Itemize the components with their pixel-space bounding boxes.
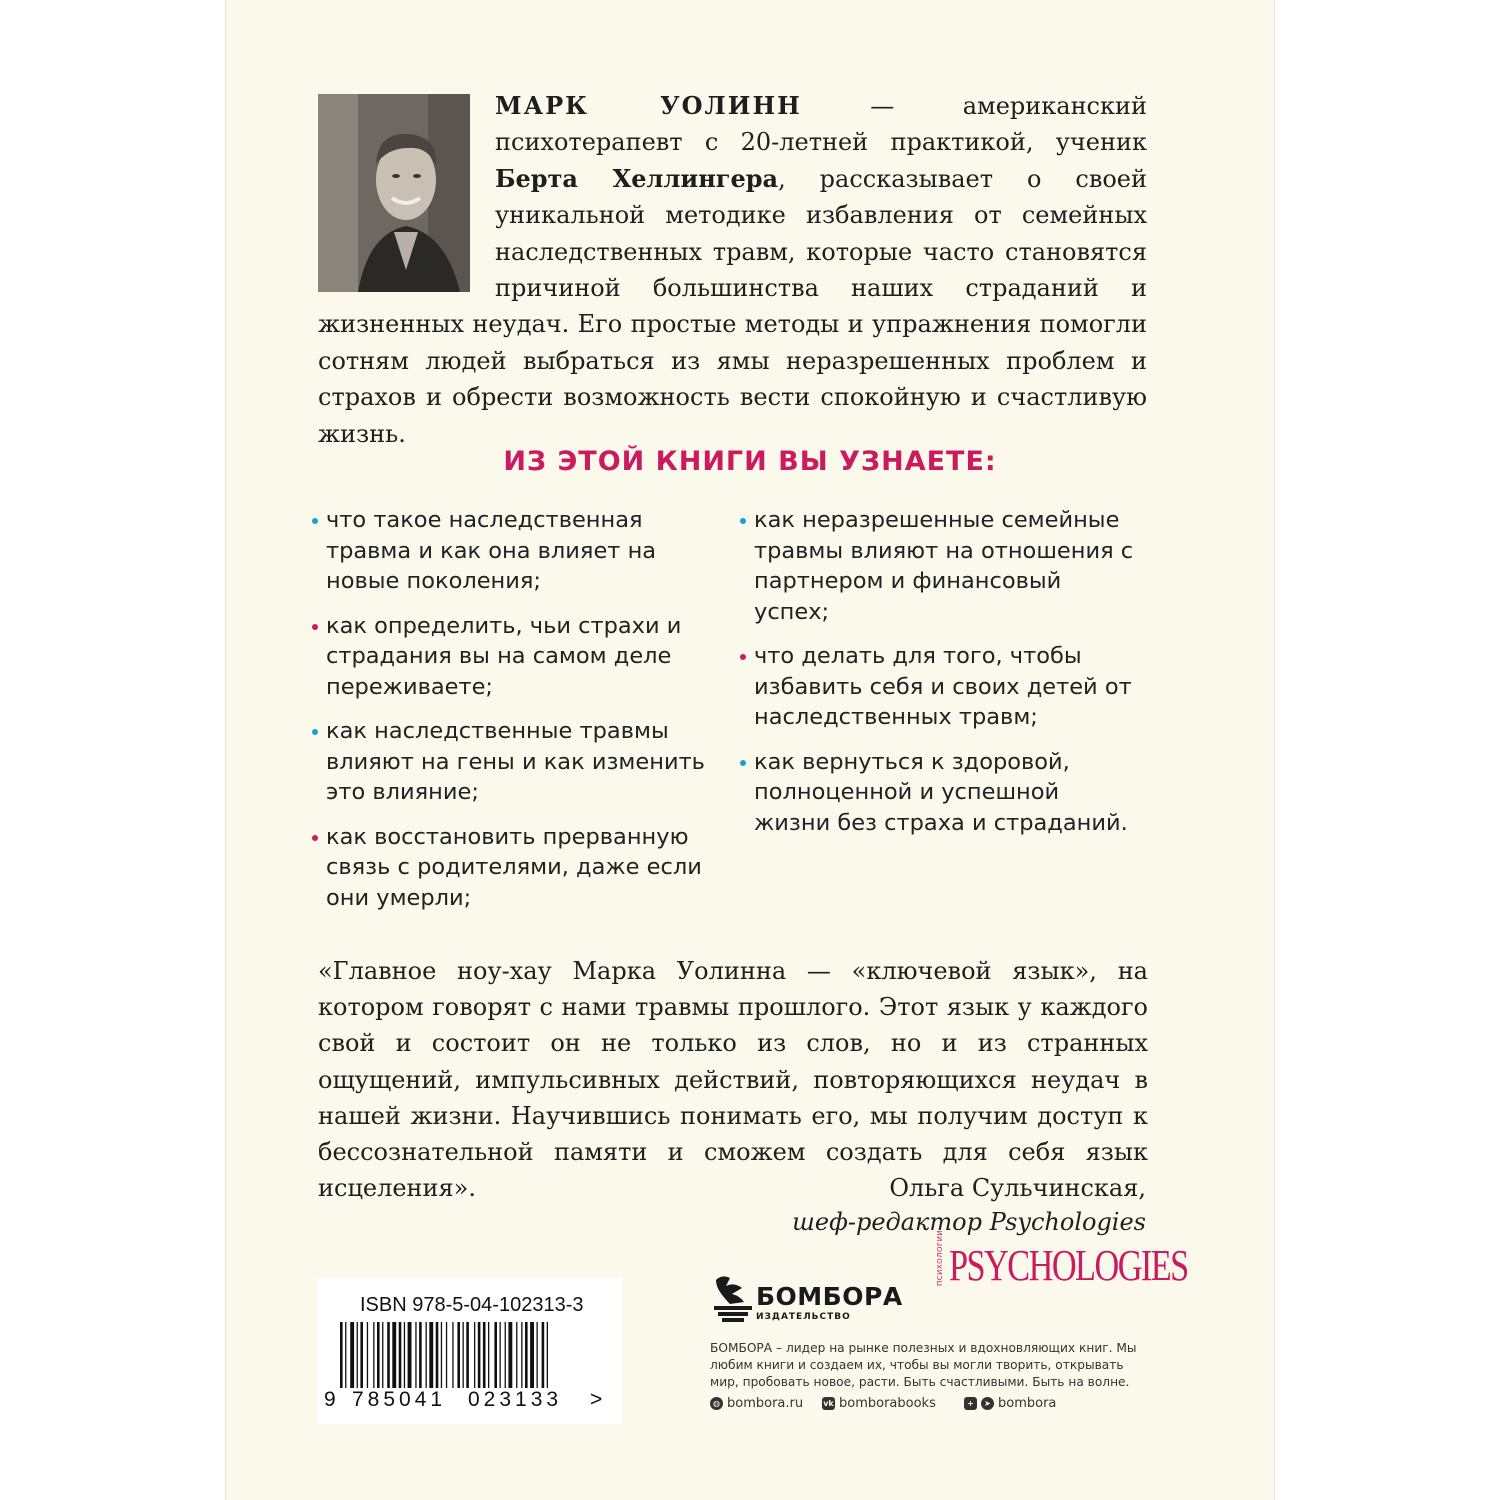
- social-text: bombora: [998, 1395, 1057, 1411]
- barcode-digit-group2: 023133: [468, 1388, 563, 1411]
- barcode-bar: [537, 1322, 538, 1388]
- barcode-icon: [340, 1322, 602, 1388]
- telegram-icon: ➤: [981, 1397, 994, 1410]
- barcode-bar: [500, 1322, 501, 1388]
- barcode-bar: [367, 1322, 368, 1388]
- psychologies-small-text: ПСИХОЛОГИИ: [936, 1229, 944, 1286]
- barcode-bar: [478, 1322, 481, 1388]
- bio-text-2: , рассказывает о своей уникальной методике избавления от семейных наследственных травм, которые часто становятся причиной большинства наших страданий и жизненных неудач. Его простые методы и упражнения помогли сотням людей выбраться из ямы неразрешенных проблем и страхов и обрести возможность вести спокойную и счастливую жизнь.: [318, 164, 1147, 448]
- list-item: [740, 747, 1140, 839]
- list-item-text: что делать для того, чтобы избавить себя и своих детей от наследственных травм;: [754, 643, 1132, 730]
- mentor-name: Берта Хеллингера: [495, 163, 779, 193]
- bombora-logo-icon: [712, 1272, 754, 1324]
- list-item: [312, 611, 732, 703]
- barcode-bar: [429, 1322, 433, 1388]
- bullet-icon: [740, 654, 746, 660]
- vk-icon: vk: [823, 1398, 834, 1408]
- list-item-text: как неразрешенные семейные травмы влияют на отношения с партнером и финансовый успех;: [754, 507, 1134, 625]
- psychologies-logo: PSYCHOLOGIES: [949, 1241, 1188, 1290]
- list-item: [740, 505, 1140, 627]
- list-item: [312, 716, 732, 808]
- barcode-bar: [377, 1322, 380, 1388]
- barcode-bar: [530, 1322, 534, 1388]
- bullet-icon: [740, 518, 746, 524]
- author-bio: [318, 88, 1147, 452]
- section-heading: ИЗ ЭТОЙ КНИГИ ВЫ УЗНАЕТЕ:: [503, 446, 997, 477]
- barcode-digit-first: 9: [324, 1388, 336, 1411]
- barcode-bar: [392, 1322, 396, 1388]
- bullet-icon: [312, 729, 318, 735]
- bullet-icon: [312, 624, 318, 630]
- barcode-bar: [494, 1322, 497, 1388]
- barcode-bar: [547, 1322, 548, 1388]
- attribution-name: Ольга Сульчинская,: [889, 1174, 1146, 1202]
- barcode-bar: [446, 1322, 447, 1388]
- barcode-digit-arrow: >: [590, 1388, 603, 1411]
- publisher-name: БОМБОРА: [756, 1282, 903, 1311]
- list-item-text: как вернуться к здоровой, полноценной и успешной жизни без страха и страданий.: [754, 748, 1128, 836]
- list-item: [312, 505, 732, 597]
- quote-attribution: [792, 1171, 1146, 1239]
- barcode-bar: [457, 1322, 460, 1388]
- vk-text: bomborabooks: [839, 1395, 936, 1411]
- author-name: МАРК УОЛИНН: [495, 91, 802, 120]
- barcode-bar: [373, 1322, 374, 1388]
- publisher-description: БОМБОРА – лидер на рынке полезных и вдохновляющих книг. Мы любим книги и создаем их, чтобы вы могли творить, открывать мир, пробовать новое, расти. Быть счастливыми. Быть на волне.: [710, 1341, 1137, 1389]
- barcode-bar: [350, 1322, 354, 1388]
- barcode-bar: [452, 1322, 453, 1388]
- book-back-cover: [226, 0, 1274, 1500]
- editor-quote: «Главное ноу-хау Марка Уолинна — «ключевой язык», на котором говорят с нами травмы прошлого. Этот язык у каждого свой и состоит он не только из слов, но и из странных ощущений, импульсивных действий, повторяющихся неудач в нашей жизни. Научившись понимать его, мы получим доступ к бессознательной памяти и сможем создать для себя язык исцеления».: [318, 957, 1148, 1203]
- bullet-icon: [312, 518, 318, 524]
- plus-icon: +: [964, 1397, 977, 1410]
- barcode-bar: [426, 1322, 427, 1388]
- list-item-text: как восстановить прерванную связь с родителями, даже если они умерли;: [326, 823, 702, 911]
- barcode-bar: [525, 1322, 528, 1388]
- list-item: [312, 822, 732, 914]
- barcode-bar: [474, 1322, 475, 1388]
- barcode-bar: [436, 1322, 439, 1388]
- vk-link[interactable]: [822, 1394, 936, 1412]
- barcode-bar: [387, 1322, 390, 1388]
- list-item-text: как наследственные травмы влияют на гены и как изменить это влияние;: [326, 718, 705, 805]
- bullet-icon: [740, 760, 746, 766]
- barcode-bar: [508, 1322, 512, 1388]
- barcode-bar: [399, 1322, 402, 1388]
- barcode-bar: [441, 1322, 442, 1388]
- website-text: bombora.ru: [727, 1395, 804, 1411]
- barcode-bar: [505, 1322, 506, 1388]
- benefits-list-right: [740, 505, 1140, 852]
- website-link[interactable]: [710, 1394, 803, 1412]
- isbn-label: ISBN 978-5-04-102313-3: [360, 1294, 584, 1316]
- barcode-bar: [488, 1322, 489, 1388]
- barcode-bar: [357, 1322, 358, 1388]
- list-item: [740, 641, 1140, 733]
- barcode-bar: [466, 1322, 469, 1388]
- bullet-icon: [312, 835, 318, 841]
- barcode-bar: [408, 1322, 412, 1388]
- barcode-bar: [542, 1322, 545, 1388]
- barcode-bar: [483, 1322, 486, 1388]
- social-link[interactable]: [964, 1394, 1056, 1412]
- benefits-list-left: [312, 505, 732, 927]
- barcode-digit-group1: 785041: [352, 1388, 447, 1411]
- barcode-block: [318, 1278, 622, 1424]
- globe-icon: ◍: [710, 1397, 723, 1410]
- barcode-bar: [404, 1322, 405, 1388]
- barcode-bar: [340, 1322, 343, 1388]
- list-item-text: что такое наследственная травма и как она влияет на новые поколения;: [326, 507, 657, 594]
- barcode-bar: [521, 1322, 522, 1388]
- barcode-bar: [345, 1322, 346, 1388]
- barcode-bar: [463, 1322, 464, 1388]
- photo-spacer: [318, 88, 495, 304]
- publisher-subtitle: ИЗДАТЕЛЬСТВО: [756, 1312, 851, 1322]
- barcode-bar: [360, 1322, 363, 1388]
- barcode-bar: [415, 1322, 416, 1388]
- barcode-bar: [516, 1322, 517, 1388]
- list-item-text: как определить, чьи страхи и страдания вы на самом деле переживаете;: [326, 612, 682, 700]
- bio-text-1: — американский психотерапевт с 20-летней практикой, ученик: [495, 92, 1147, 157]
- attribution-role: шеф-редактор Psychologies: [792, 1208, 1146, 1236]
- barcode-bar: [419, 1322, 422, 1388]
- barcode-bar: [382, 1322, 383, 1388]
